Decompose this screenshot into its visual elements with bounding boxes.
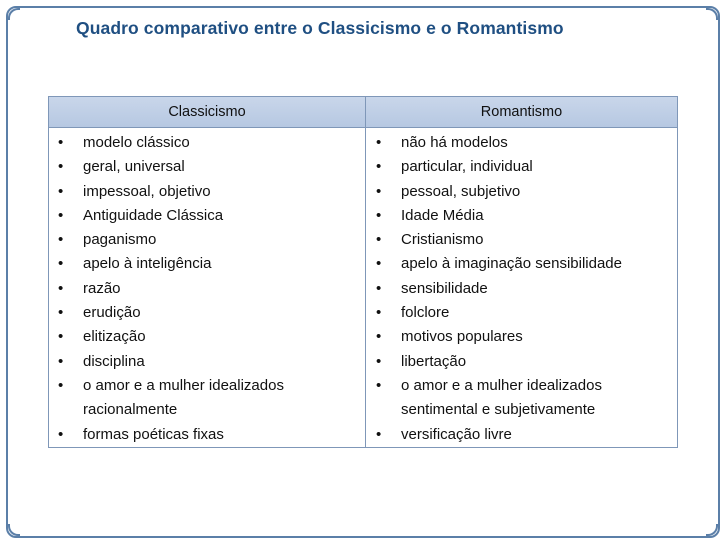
bullet-icon: • <box>376 158 382 176</box>
list-item-text: particular, individual <box>401 158 533 176</box>
list-item-text: Cristianismo <box>401 231 484 249</box>
list-item <box>51 252 363 276</box>
bullet-icon: • <box>58 231 64 249</box>
list-item-text: motivos populares <box>401 328 523 346</box>
list-item-text: o amor e a mulher idealizados <box>401 376 602 394</box>
bullet-icon: • <box>376 255 382 273</box>
list-item <box>51 423 363 447</box>
bullet-icon: • <box>58 279 64 297</box>
list-item <box>51 325 363 349</box>
bullet-icon: • <box>376 231 382 249</box>
list-item-text: Idade Média <box>401 206 484 224</box>
list-item-text: geral, universal <box>83 158 185 176</box>
list-item <box>369 325 677 349</box>
column-header-classicismo: Classicismo <box>168 104 246 120</box>
comparison-table <box>48 96 678 448</box>
frame-corner <box>706 8 718 20</box>
list-item-text: libertação <box>401 352 467 370</box>
frame-corner <box>8 8 20 20</box>
list-item <box>51 374 363 423</box>
bullet-icon: • <box>58 255 64 273</box>
list-item-text: não há modelos <box>401 134 508 151</box>
bullet-icon: • <box>58 206 64 224</box>
list-item-text: sensibilidade <box>401 279 488 297</box>
list-item <box>51 180 363 204</box>
bullet-icon: • <box>58 304 64 322</box>
bullet-icon: • <box>376 182 382 200</box>
list-item <box>369 301 677 325</box>
list-item-text: sentimental e subjetivamente <box>401 401 596 419</box>
list-item-text: folclore <box>401 304 450 322</box>
list-item-text: versificação livre <box>401 425 512 443</box>
bullet-icon: • <box>58 134 64 151</box>
classicismo-list <box>51 131 363 447</box>
list-item <box>51 228 363 252</box>
list-item-text: paganismo <box>83 231 157 249</box>
list-item <box>51 155 363 179</box>
list-item <box>369 350 677 374</box>
frame-corner <box>706 524 718 536</box>
bullet-icon: • <box>376 304 382 322</box>
list-item-text: elitização <box>83 328 146 346</box>
list-item <box>369 277 677 301</box>
list-item <box>369 155 677 179</box>
column-header-romantismo: Romantismo <box>480 104 563 120</box>
list-item-text: apelo à inteligência <box>83 255 212 273</box>
bullet-icon: • <box>58 376 64 394</box>
romantismo-list <box>369 131 677 447</box>
list-item-text: Antiguidade Clássica <box>83 206 224 224</box>
bullet-icon: • <box>58 352 64 370</box>
bullet-icon: • <box>376 134 382 151</box>
frame-corner <box>8 524 20 536</box>
list-item-text: erudição <box>83 304 141 322</box>
bullet-icon: • <box>376 425 382 443</box>
bullet-icon: • <box>58 158 64 176</box>
bullet-icon: • <box>376 352 382 370</box>
list-item <box>51 131 363 155</box>
list-item-text: pessoal, subjetivo <box>401 182 521 200</box>
list-item <box>369 204 677 228</box>
list-item-text: impessoal, objetivo <box>83 182 211 200</box>
list-item-text: razão <box>83 279 121 297</box>
list-item <box>369 180 677 204</box>
bullet-icon: • <box>58 182 64 200</box>
list-item <box>369 374 677 423</box>
bullet-icon: • <box>376 279 382 297</box>
list-item-text: modelo clássico <box>83 134 190 151</box>
bullet-icon: • <box>376 376 382 394</box>
list-item <box>369 228 677 252</box>
list-item <box>51 204 363 228</box>
bullet-icon: • <box>376 206 382 224</box>
list-item <box>51 350 363 374</box>
list-item <box>51 301 363 325</box>
list-item-text: disciplina <box>83 352 145 370</box>
bullet-icon: • <box>376 328 382 346</box>
list-item-text: o amor e a mulher idealizados <box>83 376 284 394</box>
bullet-icon: • <box>58 425 64 443</box>
list-item <box>369 423 677 447</box>
list-item-text: racionalmente <box>83 401 178 419</box>
list-item-text: apelo à imaginação sensibilidade <box>401 255 622 273</box>
list-item <box>369 131 677 155</box>
list-item <box>369 252 677 276</box>
table-header-row <box>49 97 677 128</box>
slide-title: Quadro comparativo entre o Classicismo e o Romantismo <box>76 18 564 38</box>
bullet-icon: • <box>58 328 64 346</box>
column-divider <box>365 97 366 447</box>
list-item <box>51 277 363 301</box>
list-item-text: formas poéticas fixas <box>83 425 224 443</box>
